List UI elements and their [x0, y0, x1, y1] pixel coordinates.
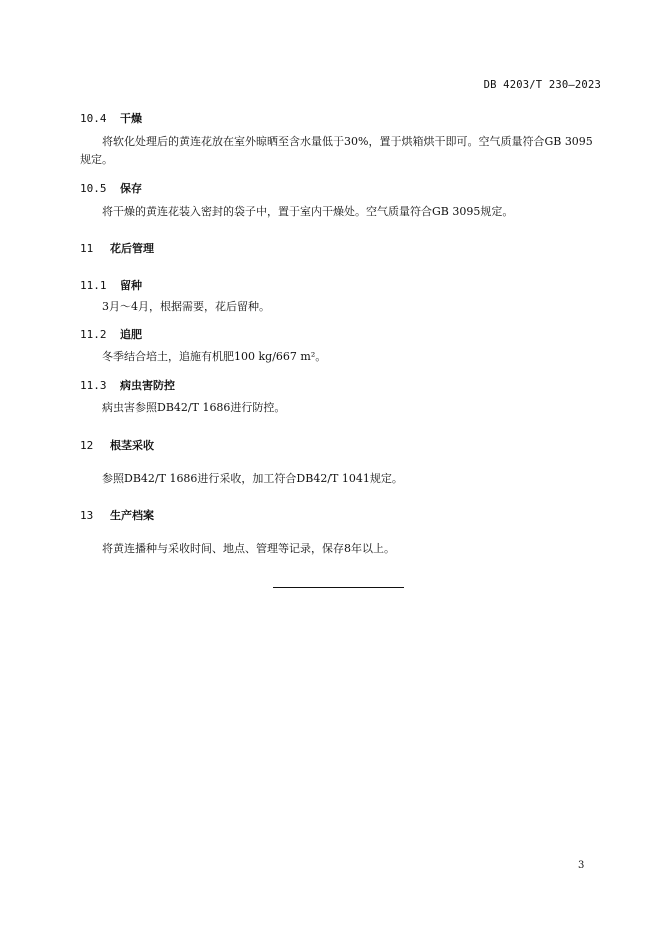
- document-id: DB 4203/T 230—2023: [483, 79, 601, 91]
- paragraph-11-2: 冬季结合培土，追施有机肥100 kg/667 m²。: [102, 350, 327, 363]
- heading-12: [80, 437, 154, 453]
- page-number: 3: [578, 860, 585, 871]
- heading-11-1: [80, 277, 142, 293]
- heading-title: 留种: [120, 279, 142, 292]
- heading-10-4: [80, 110, 142, 126]
- heading-number: 13: [80, 509, 94, 522]
- heading-number: 11.1: [80, 279, 107, 292]
- heading-number: 10.4: [80, 112, 107, 125]
- paragraph-10-5: 将干燥的黄连花装入密封的袋子中，置于室内干燥处。空气质量符合GB 3095规定。: [102, 205, 514, 218]
- paragraph-11-3: 病虫害参照DB42/T 1686进行防控。: [102, 401, 286, 414]
- heading-11-3: [80, 377, 175, 393]
- heading-10-5: [80, 180, 142, 196]
- heading-title: 干燥: [120, 112, 142, 125]
- paragraph-13: 将黄连播种与采收时间、地点、管理等记录，保存8年以上。: [102, 542, 395, 555]
- heading-number: 11: [80, 242, 94, 255]
- heading-number: 12: [80, 439, 94, 452]
- heading-number: 11.3: [80, 379, 107, 392]
- heading-title: 病虫害防控: [120, 379, 175, 392]
- heading-title: 花后管理: [110, 242, 154, 255]
- heading-number: 11.2: [80, 328, 107, 341]
- heading-title: 保存: [120, 182, 142, 195]
- heading-title: 根茎采收: [110, 439, 154, 452]
- heading-11-2: [80, 326, 142, 342]
- heading-11: [80, 240, 154, 256]
- heading-number: 10.5: [80, 182, 107, 195]
- heading-13: [80, 507, 154, 523]
- heading-title: 生产档案: [110, 509, 154, 522]
- paragraph-12: 参照DB42/T 1686进行采收，加工符合DB42/T 1041规定。: [102, 472, 403, 485]
- paragraph-11-1: 3月～4月，根据需要，花后留种。: [102, 300, 270, 313]
- paragraph-10-4: 将软化处理后的黄连花放在室外晾晒至含水量低于30%，置于烘箱烘干即可。空气质量符合GB 3095规定。: [80, 135, 593, 166]
- heading-title: 追肥: [120, 328, 142, 341]
- end-rule: [273, 587, 404, 588]
